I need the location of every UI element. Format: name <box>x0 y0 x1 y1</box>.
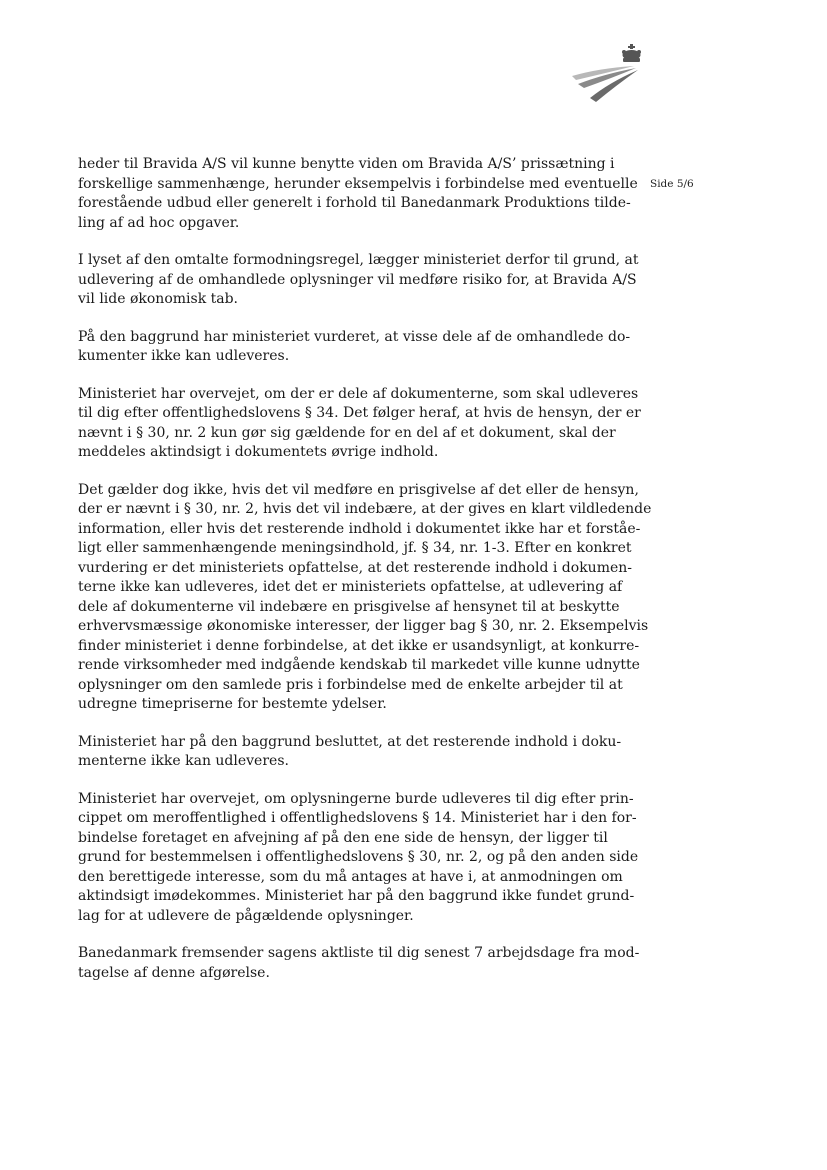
paragraph-line: terne ikke kan udleveres, idet det er ministeriets opfattelse, at udlevering af <box>78 579 623 595</box>
paragraph-line: grund for bestemmelsen i offentlighedslovens § 30, nr. 2, og på den anden side <box>78 849 639 865</box>
page-number: Side 5/6 <box>650 178 694 190</box>
paragraph-line: meddeles aktindsigt i dokumentets øvrige indhold. <box>78 444 439 460</box>
paragraph-line: Det gælder dog ikke, hvis det vil medføre en prisgivelse af det eller de hensyn, <box>78 481 639 498</box>
paragraph-line: bindelse foretaget en afvejning af på den ene side de hensyn, der ligger til <box>78 829 608 846</box>
paragraph-line: oplysninger om den samlede pris i forbindelse med de enkelte arbejder til at <box>78 676 623 693</box>
paragraph-line: erhvervsmæssige økonomiske interesser, der ligger bag § 30, nr. 2. Eksempelvis <box>78 618 649 634</box>
body-paragraph <box>78 481 652 715</box>
letter-body <box>78 155 652 1001</box>
paragraph-line: udlevering af de omhandlede oplysninger vil medføre risiko for, at Bravida A/S <box>78 271 637 288</box>
paragraph-line: finder ministeriet i denne forbindelse, at det ikke er usandsynligt, at konkurre- <box>78 637 640 654</box>
paragraph-line: aktindsigt imødekommes. Ministeriet har på den baggrund ikke fundet grund- <box>78 888 635 904</box>
body-paragraph <box>78 733 622 772</box>
paragraph-line: til dig efter offentlighedslovens § 34. Det følger heraf, at hvis de hensyn, der er <box>78 405 641 421</box>
paragraph-line: den berettigede interesse, som du må antages at have i, at anmodningen om <box>78 868 623 885</box>
paragraph-line: der er nævnt i § 30, nr. 2, hvis det vil indebære, at der gives en klart vildledende <box>78 501 652 517</box>
paragraph-line: rende virksomheder med indgående kendskab til markedet ville kunne udnytte <box>78 657 640 673</box>
body-paragraph <box>78 328 631 367</box>
paragraph-line: tagelse af denne afgørelse. <box>78 964 270 981</box>
paragraph-line: information, eller hvis det resterende indhold i dokumentet ikke har et forståe- <box>78 520 641 537</box>
paragraph-line: vurdering er det ministeriets opfattelse, at det resterende indhold i dokumen- <box>78 559 633 576</box>
paragraph-line: lag for at udlevere de pågældende oplysninger. <box>78 907 414 924</box>
paragraph-line: dele af dokumenterne vil indebære en prisgivelse af hensynet til at beskytte <box>78 598 620 615</box>
paragraph-line: forskellige sammenhænge, herunder eksempelvis i forbindelse med eventuelle <box>78 175 638 192</box>
body-paragraph <box>78 790 639 927</box>
body-paragraph <box>78 251 639 310</box>
paragraph-line: På den baggrund har ministeriet vurderet, at visse dele af de omhandlede do- <box>78 328 631 345</box>
paragraph-line: forestående udbud eller generelt i forhold til Banedanmark Produktions tilde- <box>78 195 631 211</box>
paragraph-line: udregne timepriserne for bestemte ydelser. <box>78 696 387 712</box>
paragraph-line: I lyset af den omtalte formodningsregel, lægger ministeriet derfor til grund, at <box>78 252 639 268</box>
paragraph-line: Banedanmark fremsender sagens aktliste til dig senest 7 arbejdsdage fra mod- <box>78 945 640 961</box>
paragraph-line: menterne ikke kan udleveres. <box>78 753 289 769</box>
body-paragraph <box>78 385 641 463</box>
paragraph-line: Ministeriet har overvejet, om oplysningerne burde udleveres til dig efter prin- <box>78 790 634 807</box>
paragraph-line: vil lide økonomisk tab. <box>78 291 239 307</box>
paragraph-line: Ministeriet har overvejet, om der er dele af dokumenterne, som skal udleveres <box>78 385 639 402</box>
paragraph-line: kumenter ikke kan udleveres. <box>78 348 290 364</box>
paragraph-line: nævnt i § 30, nr. 2 kun gør sig gældende for en del af et dokument, skal der <box>78 424 616 441</box>
paragraph-line: Ministeriet har på den baggrund besluttet, at det resterende indhold i doku- <box>78 733 622 750</box>
body-paragraph <box>78 155 638 233</box>
body-paragraph <box>78 944 640 983</box>
paragraph-line: heder til Bravida A/S vil kunne benytte viden om Bravida A/S’ prissætning i <box>78 156 615 172</box>
paragraph-line: ling af ad hoc opgaver. <box>78 214 240 231</box>
paragraph-line: ligt eller sammenhængende meningsindhold, jf. § 34, nr. 1-3. Efter en konkret <box>78 540 632 556</box>
crown-emblem-icon <box>570 40 660 104</box>
paragraph-line: cippet om meroffentlighed i offentlighedslovens § 14. Ministeriet har i den for- <box>78 810 637 826</box>
